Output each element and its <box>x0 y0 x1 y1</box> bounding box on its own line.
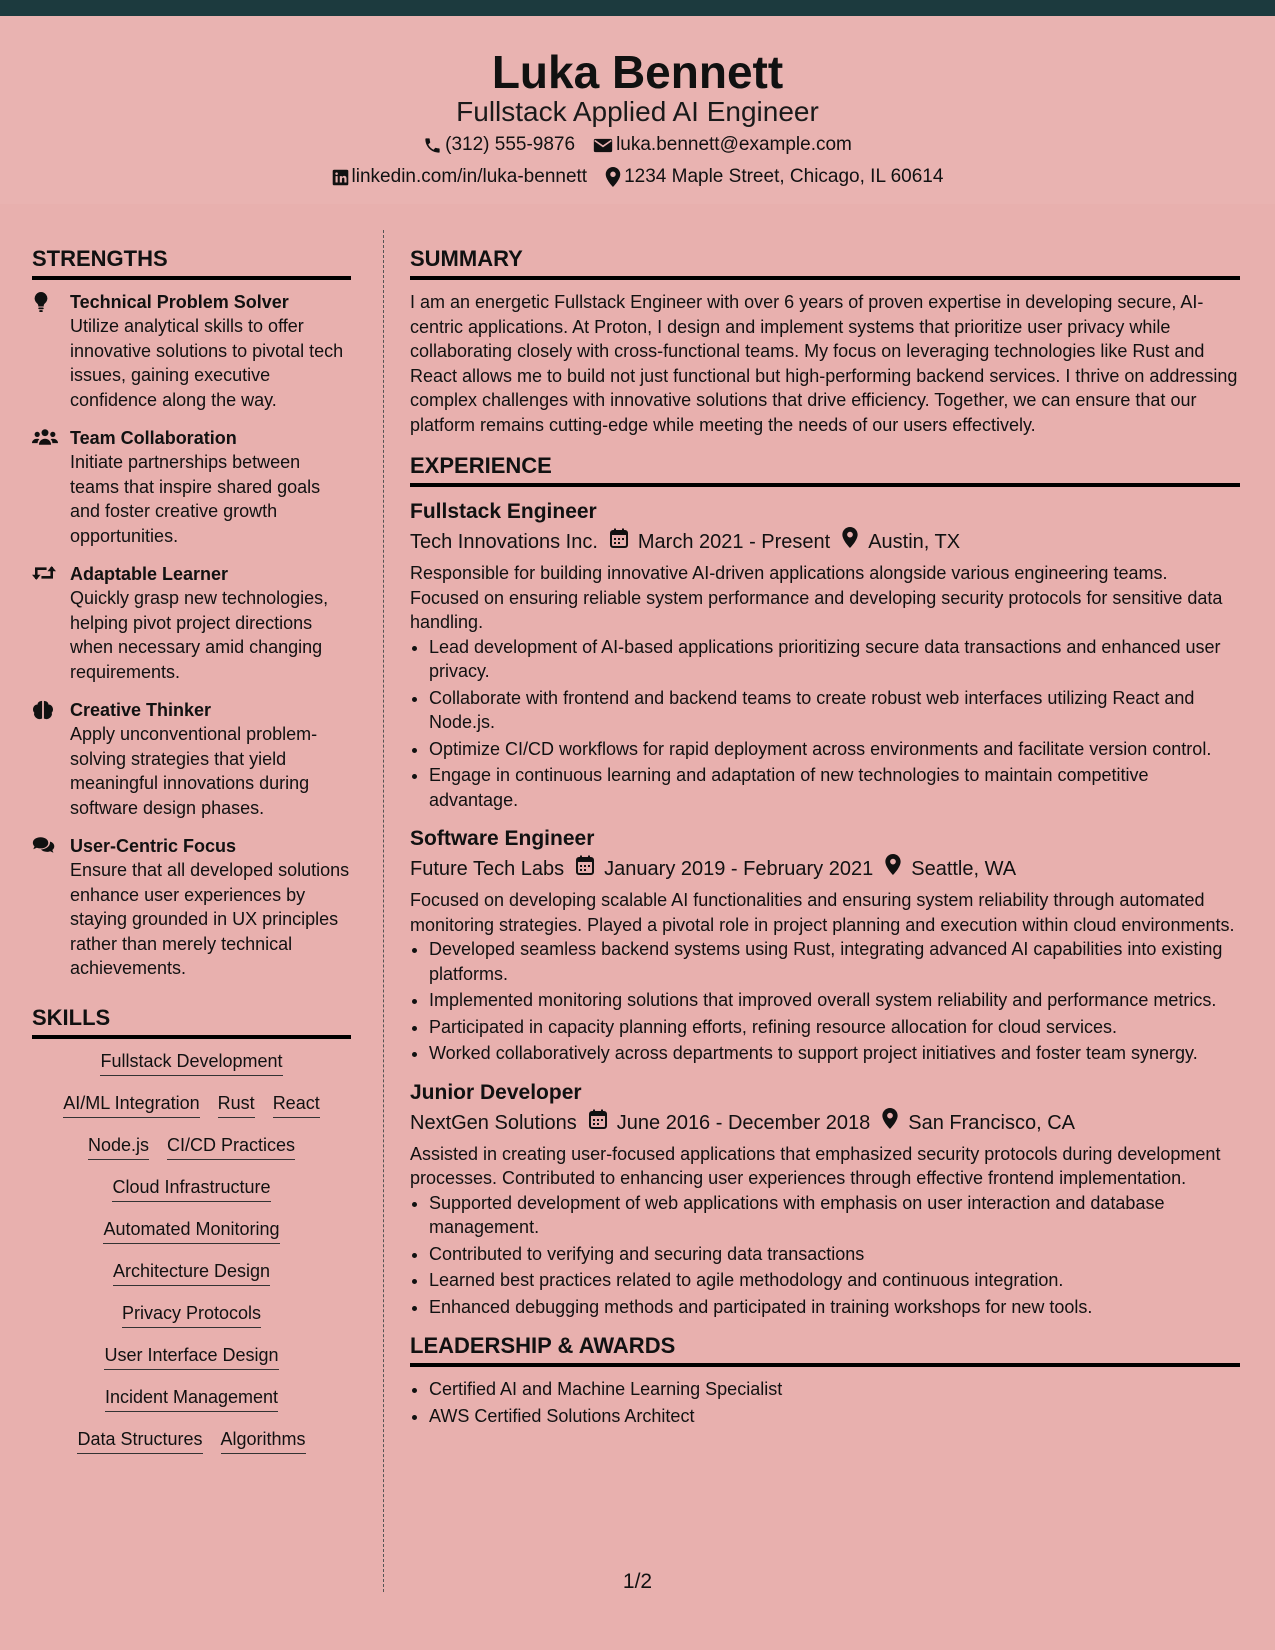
linkedin-item[interactable] <box>332 164 588 190</box>
comments-icon <box>32 834 70 981</box>
job-bullet: • Learned best practices related to agile methodology and continuous integration. <box>429 1268 1240 1293</box>
summary-text: I am an energetic Fullstack Engineer with over 6 years of proven expertise in developing secure, AI-centric applications. At Proton, I design and implement systems that prioritize user privacy while collaborating closely with cross-functional teams. My focus on leveraging technologies like Rust and React allows me to build not just functional but high-performing backend services. I thrive on addressing complex challenges with innovative solutions that drive efficiency. Together, we can ensure that our platform remains cutting-edge while meeting the needs of our users effectively. <box>410 292 1238 435</box>
job-entry <box>410 1078 1240 1320</box>
job-description: Responsible for building innovative AI-driven applications alongside various engineering teams. Focused on ensuring reliable system performance and developing security protocols for sensitive data handling. <box>410 563 1223 632</box>
summary-heading: SUMMARY <box>410 244 1240 280</box>
job-dates: January 2019 - February 2021 <box>604 858 874 880</box>
column-divider <box>383 230 384 1592</box>
job-description: Assisted in creating user-focused applications that emphasized security protocols during development processes. Contributed to enhancing user experiences through effective frontend implementation. <box>410 1143 1221 1188</box>
job-description: Focused on developing scalable AI functionalities and ensuring system reliability through automated monitoring strategies. Played a pivotal role in project planning and execution within cloud environments. <box>410 890 1235 935</box>
awards-heading: LEADERSHIP & AWARDS <box>410 1331 1240 1367</box>
top-bar <box>0 0 1275 16</box>
award-item: • Certified AI and Machine Learning Specialist <box>429 1377 1240 1402</box>
map-marker-icon <box>605 167 621 187</box>
job-bullet: • Enhanced debugging methods and participated in training workshops for new tools. <box>429 1295 1240 1320</box>
calendar-icon <box>576 854 594 884</box>
skill-tag: CI/CD Practices <box>167 1133 295 1160</box>
job-bullet: • Implemented monitoring solutions that improved overall system reliability and performance metrics. <box>429 988 1240 1013</box>
strength-title: Team Collaboration <box>70 428 237 448</box>
job-meta <box>410 854 1240 884</box>
awards-list <box>410 1377 1240 1428</box>
job-entry <box>410 824 1240 1066</box>
phone-icon <box>423 136 442 155</box>
left-column <box>32 244 351 1469</box>
calendar-icon <box>610 527 628 557</box>
contact-row-1 <box>0 132 1275 158</box>
strength-desc: Ensure that all developed solutions enhance user experiences by staying grounded in UX principles rather than merely technical achievements. <box>70 860 350 978</box>
job-bullet: • Participated in capacity planning efforts, refining resource allocation for cloud services. <box>429 1015 1240 1040</box>
job-title: Junior Developer <box>410 1080 582 1104</box>
strengths-heading: STRENGTHS <box>32 244 351 280</box>
address-item <box>605 164 943 190</box>
company-name: Tech Innovations Inc. <box>410 531 598 553</box>
strength-desc: Utilize analytical skills to offer innovative solutions to pivotal tech issues, gaining executive confidence along the way. <box>70 316 344 410</box>
job-location: San Francisco, CA <box>908 1111 1075 1134</box>
strength-title: Technical Problem Solver <box>70 292 289 312</box>
skill-tag: Privacy Protocols <box>122 1301 261 1328</box>
job-dates: June 2016 - December 2018 <box>616 1111 871 1134</box>
map-marker-icon <box>842 527 858 557</box>
experience-list <box>410 497 1240 1319</box>
job-bullet: • Engage in continuous learning and adaptation of new technologies to maintain competitive advantage. <box>429 763 1240 812</box>
job-bullet: • Collaborate with frontend and backend teams to create robust web interfaces utilizing React and Node.js. <box>429 686 1240 735</box>
contact-row-2 <box>0 164 1275 190</box>
skill-tag: AI/ML Integration <box>63 1091 199 1118</box>
job-bullet: • Optimize CI/CD workflows for rapid deployment across environments and facilitate version control. <box>429 737 1240 762</box>
skill-tag: Incident Management <box>105 1385 278 1412</box>
phone-text: (312) 555-9876 <box>445 134 576 155</box>
right-column <box>410 244 1240 1430</box>
strength-desc: Initiate partnerships between teams that inspire shared goals and foster creative growth opportunities. <box>70 452 321 546</box>
job-title: Fullstack Engineer <box>410 500 597 523</box>
job-bullet: • Supported development of web applications with emphasis on user interaction and database management. <box>429 1191 1240 1240</box>
job-bullets <box>410 635 1240 813</box>
job-bullet: • Worked collaboratively across departments to support project initiatives and foster team synergy. <box>429 1041 1240 1066</box>
job-location: Seattle, WA <box>911 858 1017 880</box>
phone-item <box>423 132 575 158</box>
skill-tag: Rust <box>218 1091 255 1118</box>
job-bullets <box>410 937 1240 1066</box>
skill-tag: Cloud Infrastructure <box>112 1175 270 1202</box>
linkedin-text[interactable]: linkedin.com/in/luka-bennett <box>351 166 588 187</box>
lightbulb-icon <box>32 290 70 412</box>
map-marker-icon <box>882 1108 898 1138</box>
skill-tag: React <box>273 1091 320 1118</box>
job-title: Software Engineer <box>410 827 595 850</box>
brain-icon <box>32 698 70 820</box>
skills-list <box>32 1049 351 1454</box>
skills-heading: SKILLS <box>32 1003 351 1039</box>
skill-tag: Node.js <box>88 1133 149 1160</box>
company-name: Future Tech Labs <box>410 858 565 880</box>
strength-desc: Quickly grasp new technologies, helping pivot project directions when necessary amid changing requirements. <box>70 588 329 682</box>
job-meta <box>410 1108 1240 1138</box>
page-number: 1/2 <box>622 1570 653 1593</box>
job-bullets <box>410 1191 1240 1320</box>
strength-title: Creative Thinker <box>70 700 212 720</box>
email-text[interactable]: luka.bennett@example.com <box>616 134 852 155</box>
skill-tag: Algorithms <box>221 1427 306 1454</box>
skill-tag: User Interface Design <box>104 1343 278 1370</box>
job-meta <box>410 527 1240 557</box>
linkedin-icon <box>332 169 349 186</box>
job-entry <box>410 497 1240 812</box>
skill-tag: Architecture Design <box>113 1259 270 1286</box>
job-location: Austin, TX <box>868 531 961 553</box>
calendar-icon <box>589 1108 607 1138</box>
strength-item <box>32 426 351 548</box>
experience-heading: EXPERIENCE <box>410 451 1240 487</box>
skill-tag: Fullstack Development <box>100 1049 282 1076</box>
strength-item <box>32 290 351 412</box>
strength-item <box>32 562 351 684</box>
strength-desc: Apply unconventional problem-solving strategies that yield meaningful innovations during software design phases. <box>70 724 318 818</box>
person-name: Luka Bennett <box>491 46 784 98</box>
retweet-icon <box>32 562 70 684</box>
email-item[interactable] <box>593 132 852 158</box>
job-bullet: • Lead development of AI-based applications prioritizing secure data transactions and enhanced user privacy. <box>429 635 1240 684</box>
address-text: 1234 Maple Street, Chicago, IL 60614 <box>624 166 944 187</box>
resume-header <box>0 16 1275 204</box>
company-name: NextGen Solutions <box>410 1111 577 1134</box>
users-icon <box>32 426 70 548</box>
map-marker-icon <box>885 854 901 884</box>
job-title-headline: Fullstack Applied AI Engineer <box>456 96 819 127</box>
skill-tag: Automated Monitoring <box>103 1217 279 1244</box>
job-dates: March 2021 - Present <box>637 531 831 553</box>
award-item: • AWS Certified Solutions Architect <box>429 1404 1240 1429</box>
strength-title: User-Centric Focus <box>70 836 237 856</box>
skill-tag: Data Structures <box>77 1427 202 1454</box>
strength-item <box>32 698 351 820</box>
job-bullet: • Developed seamless backend systems using Rust, integrating advanced AI capabilities into existing platforms. <box>429 937 1240 986</box>
job-bullet: • Contributed to verifying and securing data transactions <box>429 1242 1240 1267</box>
strength-item <box>32 834 351 981</box>
envelope-icon <box>593 137 613 154</box>
strength-title: Adaptable Learner <box>70 564 229 584</box>
